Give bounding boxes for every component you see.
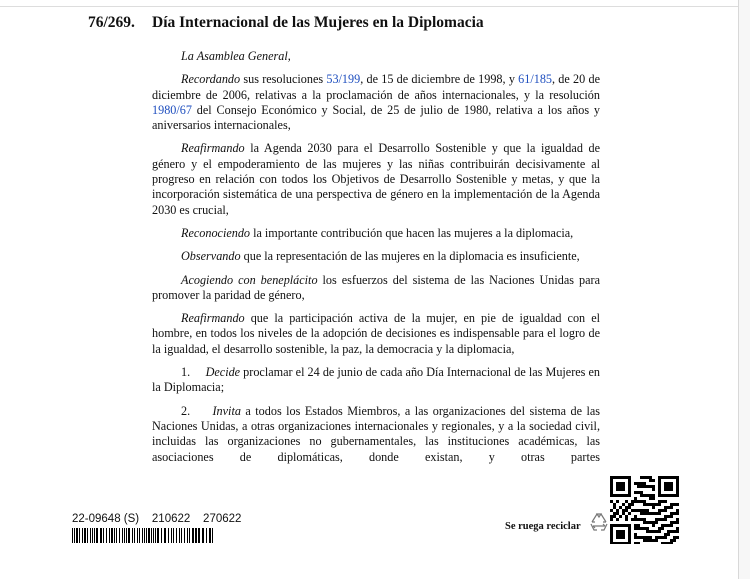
paragraph-lead: Recordando — [181, 72, 241, 87]
paragraph-text: los esfuerzos del sistema de las Naciones Unidas para promover la paridad de género, — [152, 272, 600, 302]
recycle-icon — [589, 511, 609, 533]
paragraph-reafirmando-agenda — [152, 141, 600, 217]
paragraph-text: que la representación de las mujeres en la diplomacia es insuficiente, — [240, 249, 580, 264]
paragraph-acogiendo — [152, 273, 600, 304]
top-page-border — [0, 0, 739, 7]
viewer-scroll-edge[interactable] — [738, 0, 750, 579]
operative-paragraph-2 — [152, 404, 600, 465]
recycle-notice: Se ruega reciclar — [505, 521, 581, 532]
paragraph-text: a todos los Estados Miembros, a las organizaciones del sistema de las Naciones Unidas, a otras organizaciones internacionales y regionales, y a la sociedad civil, incluidas las organizaciones no gubernamentales, las instituciones académicas, las asociaciones de diplomáticas, donde existan, y otras partes — [152, 403, 600, 464]
operative-paragraph-1 — [152, 365, 600, 396]
paragraph-text: , de 20 de diciembre de 2006, relativas a la proclamación de años internacionales, y la resolución — [152, 72, 600, 102]
resolution-title: Día Internacional de las Mujeres en la Diplomacia — [152, 14, 484, 31]
paragraph-text: que la participación activa de la mujer, en pie de igualdad con el hombre, en todos los niveles de la adopción de decisiones es indispensable para el logro de la igualdad, el desarrollo sostenible, la paz, la democracia y la diplomacia, — [152, 311, 600, 356]
resolution-link-61-185[interactable]: 61/185 — [518, 72, 553, 87]
paragraph-lead: Reconociendo — [181, 225, 251, 240]
paragraph-text: la importante contribución que hacen las mujeres a la diplomacia, — [250, 225, 574, 240]
paragraph-reafirmando-participacion — [152, 311, 600, 357]
resolution-body — [152, 49, 600, 473]
opening-text: La Asamblea General, — [181, 49, 291, 63]
resolution-link-1980-67[interactable]: 1980/67 — [152, 102, 192, 117]
resolution-link-53-199[interactable]: 53/199 — [326, 72, 361, 87]
paragraph-lead: Reafirmando — [181, 141, 245, 156]
qr-code-icon — [610, 476, 680, 544]
paragraph-reconociendo — [152, 226, 600, 241]
paragraph-text: del Consejo Económico y Social, de 25 de julio de 1980, relativa a los años y aniversarios internacionales, — [152, 102, 600, 133]
barcode-icon — [72, 528, 217, 543]
document-code: 22-09648 (S) 210622 270622 — [72, 513, 242, 525]
resolution-number: 76/269. — [88, 14, 135, 31]
paragraph-lead: Observando — [181, 249, 241, 264]
paragraph-lead: Invita — [212, 403, 241, 418]
paragraph-text: , de 15 de diciembre de 1998, y — [360, 72, 519, 87]
paragraph-number: 1. — [181, 365, 191, 380]
paragraph-text: la Agenda 2030 para el Desarrollo Sostenible y que la igualdad de género y el empoderamiento de las mujeres y las niñas contribuirán decisivamente al progreso en relación con todos los Objetivos de Desarrollo Sostenible y metas, y que la incorporación sistemática de una perspectiva de género en la implementación de la Agenda 2030 es crucial, — [152, 141, 600, 217]
paragraph-lead: Reafirmando — [181, 311, 245, 326]
paragraph-lead: Acogiendo con beneplácito — [181, 272, 318, 287]
opening-line — [152, 49, 600, 64]
paragraph-number: 2. — [181, 403, 191, 418]
paragraph-recordando — [152, 72, 600, 133]
paragraph-text: sus resoluciones — [240, 72, 327, 87]
paragraph-observando — [152, 249, 600, 264]
paragraph-text: proclamar el 24 de junio de cada año Día Internacional de las Mujeres en la Diplomacia; — [152, 365, 601, 395]
paragraph-lead: Decide — [205, 365, 241, 380]
